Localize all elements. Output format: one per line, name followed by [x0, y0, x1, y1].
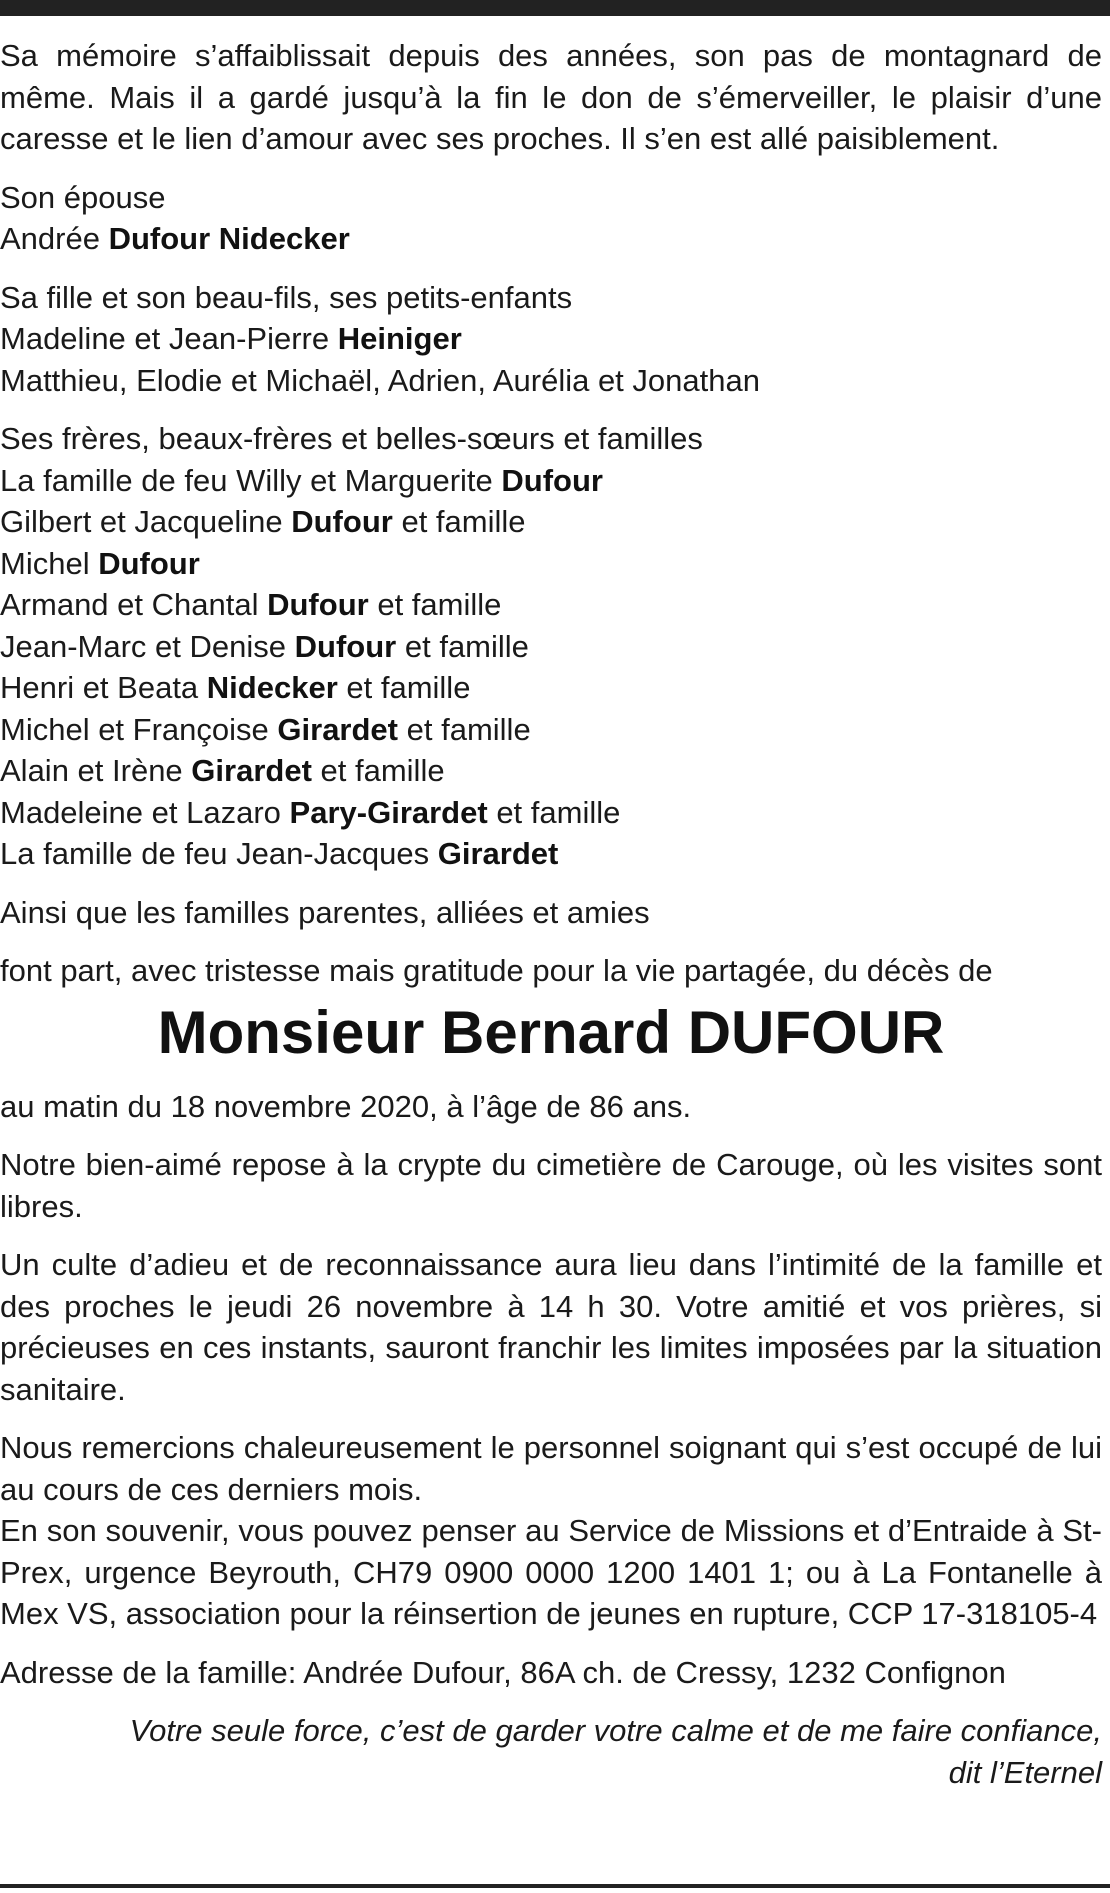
closing-quote	[0, 1710, 1102, 1793]
deceased-name: Monsieur Bernard DUFOUR	[157, 998, 945, 1066]
daughter-surname: Heiniger	[337, 321, 462, 356]
sibling-line	[0, 584, 1102, 626]
obituary-notice	[0, 35, 1102, 1793]
daughter-names: Madeline et Jean-Pierre	[0, 321, 330, 356]
sibling-names: La famille de feu Willy et Marguerite	[0, 462, 493, 498]
sibling-surname: Dufour	[291, 504, 393, 539]
sibling-names: Alain et Irène	[0, 753, 183, 788]
sibling-surname: Dufour	[294, 628, 397, 664]
sibling-surname: Dufour	[501, 462, 603, 498]
sibling-line	[0, 543, 1102, 585]
sibling-line	[0, 709, 1102, 751]
announcement-line: font part, avec tristesse mais gratitude pour la vie partagée, du décès de	[0, 953, 993, 988]
siblings-block	[0, 418, 1102, 875]
sibling-surname: Dufour	[98, 545, 200, 581]
sibling-names: Gilbert et Jacqueline	[0, 504, 283, 539]
sibling-suffix: et famille	[320, 753, 445, 788]
spouse-surname: Dufour Nidecker	[108, 221, 350, 256]
sibling-line	[0, 750, 1102, 792]
extended-family: Ainsi que les familles parentes, alliées et amies	[0, 894, 650, 930]
sibling-suffix: et famille	[496, 794, 621, 830]
family-address: Adresse de la famille: Andrée Dufour, 86A ch. de Cressy, 1232 Confignon	[0, 1654, 1006, 1690]
sibling-names: Armand et Chantal	[0, 587, 259, 622]
daughter-block	[0, 277, 1102, 402]
sibling-line	[0, 626, 1102, 668]
quote-text: Votre seule force, c’est de garder votre calme et de me faire confiance,	[129, 1713, 1102, 1748]
sibling-surname: Girardet	[191, 753, 312, 788]
sibling-suffix: et famille	[377, 587, 502, 622]
sibling-surname: Nidecker	[206, 670, 338, 705]
sibling-names: La famille de feu Jean-Jacques	[0, 836, 430, 871]
sibling-suffix: et famille	[404, 628, 529, 664]
sibling-line	[0, 667, 1102, 709]
sibling-line	[0, 833, 1102, 875]
ceremony-paragraph: Un culte d’adieu et de reconnaissance aura lieu dans l’intimité de la famille et des proches le jeudi 26 novembre à 14 h 30. Votre amitié et vos prières, si précieuses en ces instants, sauront franchir les limites imposées par la situation sanitaire.	[0, 1247, 1102, 1407]
spouse-line	[0, 218, 1102, 260]
donations-paragraph: En son souvenir, vous pouvez penser au Service de Missions et d’Entraide à St-Prex, urgence Beyrouth, CH79 0900 0000 1200 1401 1; ou à La Fontanelle à Mex VS, association pour la réinsertion de jeunes en rupture, CCP 17-318105-4	[0, 1513, 1102, 1631]
sibling-suffix: et famille	[401, 504, 526, 539]
rest-place-paragraph: Notre bien-aimé repose à la crypte du cimetière de Carouge, où les visites sont libres.	[0, 1147, 1102, 1224]
sibling-suffix: et famille	[406, 711, 531, 747]
sibling-names: Michel et Françoise	[0, 711, 269, 747]
sibling-names: Madeleine et Lazaro	[0, 794, 281, 830]
sibling-suffix: et famille	[346, 670, 471, 705]
sibling-names: Henri et Beata	[0, 670, 199, 705]
daughter-line	[0, 318, 1102, 360]
sibling-names: Jean-Marc et Denise	[0, 628, 287, 664]
sibling-line	[0, 792, 1102, 834]
sibling-surname: Pary-Girardet	[289, 794, 488, 830]
spouse-heading: Son épouse	[0, 179, 166, 215]
sibling-line	[0, 501, 1102, 543]
intro-paragraph: Sa mémoire s’affaiblissait depuis des années, son pas de montagnard de même. Mais il a gardé jusqu’à la fin le don de s’émerveiller, le plaisir d’une caresse et le lien d’amour avec ses proches. Il s’en est allé paisiblement.	[0, 38, 1102, 156]
top-rule	[0, 0, 1110, 16]
siblings-heading: Ses frères, beaux-frères et belles-sœurs et familles	[0, 421, 703, 456]
sibling-names: Michel	[0, 545, 90, 581]
spouse-block	[0, 177, 1102, 260]
sibling-surname: Girardet	[277, 711, 399, 747]
bottom-rule	[0, 1884, 1110, 1888]
thanks-paragraph: Nous remercions chaleureusement le personnel soignant qui s’est occupé de lui au cours de ces derniers mois.	[0, 1430, 1102, 1507]
daughter-heading: Sa fille et son beau-fils, ses petits-enfants	[0, 279, 573, 315]
death-date: au matin du 18 novembre 2020, à l’âge de 86 ans.	[0, 1088, 692, 1124]
sibling-surname: Dufour	[267, 587, 369, 622]
quote-attribution: dit l’Eternel	[948, 1754, 1102, 1790]
sibling-surname: Girardet	[437, 836, 559, 871]
grandchildren-line: Matthieu, Elodie et Michaël, Adrien, Aurélia et Jonathan	[0, 362, 760, 398]
sibling-line	[0, 460, 1102, 502]
spouse-first-name: Andrée	[0, 221, 100, 256]
